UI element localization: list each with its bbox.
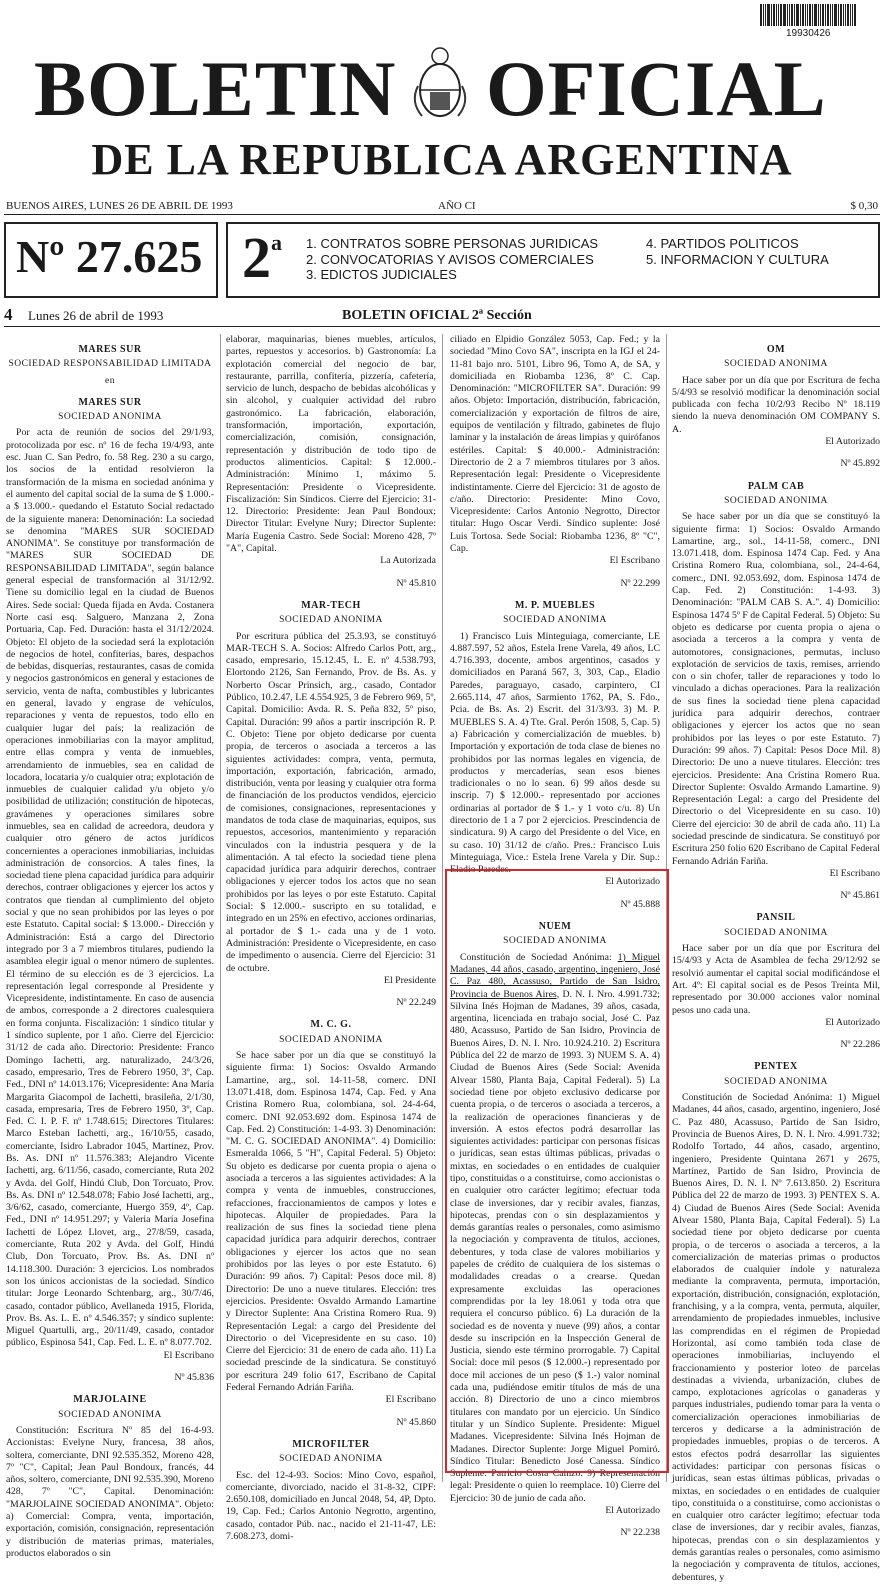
barcode — [760, 4, 872, 26]
notice-signature: El Autorizado — [605, 1505, 660, 1517]
notice-title: M. P. MUEBLES — [514, 599, 596, 611]
column-separator — [442, 334, 443, 1482]
issue-number: Nº 27.625 — [16, 231, 203, 282]
masthead-subtitle: DE LA REPUBLICA ARGENTINA — [91, 135, 793, 184]
notice-signature: Nº 45.888 — [620, 898, 660, 910]
dateline-date: BUENOS AIRES, LUNES 26 DE ABRIL DE 1993 — [6, 200, 233, 212]
masthead-right: OFICIAL — [486, 45, 827, 132]
section-number — [242, 224, 282, 291]
notice-subtitle: SOCIEDAD ANONIMA — [503, 936, 607, 947]
column-2 — [226, 334, 436, 1543]
masthead-left: BOLETIN — [34, 45, 397, 132]
section-item: 2. CONVOCATORIAS Y AVISOS COMERCIALES — [306, 251, 594, 267]
section-item: 5. INFORMACION Y CULTURA — [646, 251, 829, 267]
notice-subtitle: SOCIEDAD ANONIMA — [724, 927, 828, 938]
highlight-box — [445, 869, 669, 1473]
notice-title: MARES SUR — [78, 344, 142, 355]
notice-body: Por acta de reunión de socios del 29/1/93, protocolizada por esc. nº 16 de fecha 19/4/93, ante esc. Juan C. San Pedro, fo. 58 Reg. 230 a su cargo, los socios de la entidad resolvieron la transformación de la misma en sociedad anónima y el aumento del capital social de la suma de $ 1.000.- a $ 13.000.- quedando el Estatuto Social redactado de la siguiente manera: Denominación: La sociedad se denomina "MARES SUR SOCIEDAD ANONIMA". Se constituye por transformación de "MARES SUR SOCIEDAD DE RESPONSABILIDAD LIMITADA", según balance general especial de transformación al 31/12/92. Tiene su domicilio legal en la ciudad de Buenos Aires. Sede social: Queda fijada en Avda. Costanera Norte casi esq. Salguero, Manzana 2, Zona Portuaria, Cap. Fed. Duración: hasta el 31/12/2024. Objeto: El objeto de la sociedad será la explotación de negocios de hotel, confiterías, bares, despachos de bebidas, disquerías, restaurantes, casas de comida y negocios gastronómicos en general y estaciones de servicio, venta de nafta, combustibles y lubricantes en general, lavado y engrase de vehículos, reparaciones y venta de repuestos, todo ello en cualquier lugar del país; la realización de operaciones inmobiliarias con la mayor amplitud, entre ellas compra y venta de inmuebles, arrendamiento de inmuebles, sea en calidad de locadora, locataria y/o cualquier otra; explotación de inmuebles de cualquier calidad y/u objeto y/o posibilidad de utilización; constitución de hipotecas, gravámenes y operaciones similares sobre inmuebles, sea en calidad de acreedora, deudora y cualquier otro género de actos jurídicos concernientes a operaciones inmobiliarias, incluidas administración de consorcios. A tales fines, la sociedad tiene plena capacidad jurídica para adquirir derechos, contraer obligaciones y ejercer los actos y contratos que tiendan al cumplimiento del objeto social y que no sean prohibidos por las leyes o por este Estatuto. Capital social: $ 13.000.- Dirección y Administración: Está a cargo del Directorio integrado por 3 a 7 miembros titulares, pudiendo la asamblea elegir igual o menor número de suplentes. El término de su elección es de 3 ejercicios. La representación legal corresponde al Presidente y Vicepresidente, indistintamente. En caso de ausencia de ambos, corresponde a 2 directores cualesquiera en forma conjunta. Fiscalización: 1 síndico titular y 1 síndico suplente, por 1 año. Cierre del Ejercicio: 31/12 de cada año. Directorio: Presidente: Franco Domingo Iachetti, arg. naturalizado, 24/3/26, casado, empresario, Tres de Febrero 1950, 3º, Cap. Fed., DNI nº 14.013.176; Vicepresidente: Ana María Margarita Giacompol de Iachetti, brasileña, 2/1/30, casada, empresaria, Tres de Febrero 1950, 3º, Cap. Fed. C. I. P. F. nº 1.748.615; Directores Titulares: Marco Esteban Iachetti, arg., 16/10/55, casado, comerciante, Isidro Labrador 1045, Martínez, Prov. Bs. As. DNI nº 11.576.383; Alejandro Vicente Iachetti, arg. 6/11/56, casado, comerciante, Ruta 202 y Avda. del Golf, Hindú Club, Don Torcuato, Prov. Bs. As. DNI nº 12.548.078; Fabio José Iachetti, arg., 3/6/62, casado, comerciante, Huergo 359, 4º, Cap. Fed., DNI nº 14.951.297; y Valeria María Josefina Iachetti de López Llovet, arg., 27/8/59, casada, comerciante, Ruta 202 y Avda. del Golf, Hindú Club, Don Torcuato, Prov. Bs. As. DNI nº 14.118.300. Duración: 3 ejercicios. Los nombrados son los únicos accionistas de la sociedad. Síndico titular: Jorge Leonardo Schtenbarg, arg., 30/7/46, casado, contador público, Avellaneda 1915, Florida, Prov. Bs. As. L. E. nº 4.546.357; y síndico suplente: Miguel Quartulli, arg., 20/11/49, casado, contador público, Espinosa 541, Cap. Fed. L. E. nº 8.077.702. — [6, 427, 214, 1349]
notice-signature: Nº 45.861 — [840, 890, 880, 902]
dateline-year: AÑO CI — [438, 200, 476, 212]
section-item: 4. PARTIDOS POLITICOS — [646, 236, 799, 251]
notice-title: MARES SUR — [78, 396, 142, 408]
notice-subtitle: SOCIEDAD ANONIMA — [58, 412, 162, 423]
notice-body: ciliado en Elpidio González 5053, Cap. Fed.; y la sociedad "Mino Covo SA", inscripta en la IGJ el 24-11-81 bajo nro. 5101, Libro 96, Tomo A, de SA, y domiciliada en Riobamba 1236, 8º C. Cap. Denominación: "MICROFILTER SA". Duración: 99 años. Objeto: Importación, distribución, fabricación, comercialización y exportación de filtros de aire, equipos de ventilación y filtrado, gabinetes de flujo laminar y la instalación de áreas limpias y quirófanos estériles. Capital: $ 40.000.- Administración: Directorio de 2 a 7 miembros titulares por 3 años. Representación legal: Presidente o Vicepresidente indistintamente. Cierre del Ejercicio: 31 de agosto de c/año. Directorio: Presidente: Mino Covo, Vicepresidente: Carlos Antonio Negrotto, Director titular: Hugo Oscar Verdi. Síndico suplente: José Luis Tortosa. Sede Social: Riobamba 1236, 8º "C", Cap. — [450, 334, 660, 555]
notice-body-lead: Constitución de Sociedad Anónima: — [460, 951, 618, 963]
notice-subtitle: SOCIEDAD ANONIMA — [724, 1076, 828, 1087]
notice-subtitle: SOCIEDAD RESPONSABILIDAD LIMITADA — [8, 359, 212, 370]
notice-title: M. C. G. — [310, 1019, 352, 1031]
section-list-right — [646, 236, 829, 267]
barcode-number: 19930426 — [786, 28, 831, 39]
section-digit: 2 — [242, 225, 271, 290]
notice-title: PALM CAB — [747, 480, 805, 492]
section-box — [226, 222, 880, 298]
notice-body: elaborar, maquinarias, bienes muebles, artículos, partes, repuestos y accesorios. b) Gastronomía: La explotación comercial del negocio de bar, restaurante, parrilla, confitería, pizzería, cafetería, servicio de lunch, despacho de bebidas alcohólicas y sin alcohol, y cualquier actividad del rubro gastronómico. La fabricación, elaboración, transformación, importación, exportación, comercialización, comisión, consignación, representación y distribución de todo tipo de productos alimenticios. Capital: $ 12.000.- Administración: Mínimo 1, máximo 5. Representación: Presidente o Vicepresidente. Fiscalización: Sin Síndicos. Cierre del Ejercicio: 31-12. Directorio: Presidente: Jean Paul Bondoux; Director Titular: Evelyne Nury; Director Suplente: María Eugenia Castro. Sede Social: Moreno 428, 7º "A", Capital. — [226, 334, 436, 555]
notice-body: Se hace saber por un día que se constituyó la siguiente firma: 1) Socios: Osvaldo Armando Lamartine, arg., sol. 14-11-58, comerc. DNI 13.071.418, dom. Espinosa 1474, Cap. Fed. y Ana Cristina Romero Rua, colombiana, sol. 24-4-64, comerc. DNI 92.053.692 dom. Espinosa 1474 de Cap. Fed. 2) Constitución: 1-4-93. 3) Denominación: "M. C. G. SOCIEDAD ANONIMA". 4) Domicilio: Esmeralda 1066, 5 "H", Capital Federal. 5) Objeto: Su objeto es dedicarse por cuenta propia o ajena o asociada a terceros a las siguientes actividades: A la compra y venta de inmuebles, construcciones, refacciones, fraccionamientos de campos y lotes e hipotecas. Alquiler de propiedades. Para la realización de sus fines la sociedad tiene plena capacidad jurídica para adquirir derechos, contraer obligaciones y ejercer los actos que no sean prohibidos por las leyes o por este Estatuto. 6) Duración: 99 años. 7) Capital: Pesos doce mil. 8) Directorio: De uno a nueve titulares. Elección: tres ejercicios. Presidente: Osvaldo Armando Lamartine y Director Suplente: Ana Cristina Romero Rua. 9) Representación Legal: a cargo del Presidente del Directorio o del Vicepresidente en su caso. 10) Cierre del Ejercicio: 31 de enero de cada año. 11) La sociedad prescinde de la sindicatura. Se constituyó por escritura 249 folio 617, Escribano de Capital Federal Fernando Adrián Fariña. — [226, 1050, 436, 1394]
notice-title: MAR-TECH — [301, 599, 361, 611]
notice-signature: Nº 45.810 — [396, 577, 436, 589]
issue-number-box — [4, 222, 218, 298]
notice-body: 1) Francisco Luis Minteguiaga, comerciante, LE 4.887.597, 52 años, Estela Irene Varela, 49 años, LC 4.716.393, docente, ambos argentinos, casados y domiciliados en Paraná 567, 3, 303, Cap., Eladio Paredes, paraguayo, casado, carpintero, CI 2.665.114, 47 años, Sarmiento 1762, PA, S. Fdo., Pcia. de Bs. As. 2) Escrit. del 31/3/93. 3) M. P. MUEBLES S. A. 4) Tte. Gral. Perón 1508, 5, Cap. 5) a) Fabricación y comercialización de muebles. b) Importación y exportación de toda clase de bienes no prohibidos por las normas legales en vigencia, de productos y mercaderías, sean esos bienes tradicionales o no lo sean. 6) 99 años desde su inscrip. 7) $ 12.000.- representado por acciones ordinarias al portador de $ 1.- y 1 voto c/u. 8) Un directorio de 1 a 7 por 2 ejercicios. Prescindencia de sindicatura. 9) A cargo del Presidente o del Vice, en su caso. 10) 31/12 de c/año. Pres.: Francisco Luis Minteguiaga, Vice.: Estela Irene Varela y Dir. Sup.: Eladio Paredes. — [450, 630, 660, 876]
notice-title: MICROFILTER — [292, 1438, 370, 1450]
notice-subtitle: SOCIEDAD ANONIMA — [724, 495, 828, 506]
divider — [4, 326, 880, 327]
notice-body-rest: D. N. I. Nro. 4.991.732; Silvina Inés Hojman de Madanes, 39 años, casada, argentina, licenciada en trabajo social, José C. Paz 480, Acassuso, Partido de San Isidro, Provincia de Buenos Aires, D. N. I. Nro. 10.924.210. 2) Escritura Pública del 22 de marzo de 1993. 3) NUEM S. A. 4) Ciudad de Buenos Aires (Sede Social: Avenida Alvear 1580, Planta Baja, Capital Federal). 5) La sociedad tiene por objeto exclusivo dedicarse por cuenta propia, o de terceros o asociada a terceros, a la realización de operaciones financieras y de inversión. A estos efectos podrá desarrollar las siguientes actividades: participar con personas físicas o jurídicas, sean estas últimas públicas, privadas o mixtas, en sociedades o en entidades de cualquier tipo, constituidas o a constituirse, como accionistas o en cualquier otro carácter legítimo; efectuar toda clase de inversiones, dar y recibir avales, fianzas, hipotecas, prendas con o sin desplazamientos y demás garantías reales o personales, como asimismo la negociación y compraventa de títulos, acciones, debentures, y toda clase de valores mobiliarios y papeles de crédito de cualquiera de los sistemas o modalidades creadas o a crearse. Quedan expresamente excluidas las operaciones comprendidas por la ley 18.061 y toda otra que requiera el concurso público. 6) La duración de la sociedad es de noventa y nueve (99) años, a contar desde su inscripción en la Inspección General de Justicia, siendo este término prorrogable. 7) Capital Social: doce mil pesos ($ 12.000.-) representado por doce mil acciones de un peso ($ 1.-) valor nominal cada una, pudiéndose emitir títulos de más de una acción. 8) Directorio de uno a cinco miembros titulares con mandato por un ejercicio. Un Síndico titular y un Síndico Suplente. Presidente: Miguel Madanes. Vicepresidente: Silvina Inés Hojman de Madanes. Director Suplente: Jorge Miguel Pomiró. Síndico Titular: Benedicto José Canessa. Síndico Suplente: Patricio Costa Cainzo. 9) Representación legal: Presidente o quien lo reemplace. 10) Cierre del Ejercicio: 30 de junio de cada año. — [450, 988, 660, 1504]
section-item: 1. CONTRATOS SOBRE PERSONAS JURIDICAS — [306, 236, 599, 251]
section-list-left — [306, 236, 598, 283]
notice-signature: Nº 22.238 — [620, 1527, 660, 1539]
notice-body: Esc. del 12-4-93. Socios: Mino Covo, español, comerciante, divorciado, nacido el 31-8-32, CIPF: 2.650.108, domiciliado en Juncal 2048, 54, 4P, Dpto. 19, Cap. Fed.; Carlos Antonio Negrotto, argentino, casado, contador Púb. nac., nacido el 21-11-47, LE: 7.608.273, domi- — [226, 1469, 436, 1543]
notice-signature: Nº 45.860 — [396, 1416, 436, 1428]
notice-subtitle: SOCIEDAD ANONIMA — [279, 615, 383, 626]
page-date: Lunes 26 de abril de 1993 — [28, 308, 164, 323]
notice-subtitle: SOCIEDAD ANONIMA — [724, 359, 828, 370]
notice-signature: Nº 22.299 — [620, 577, 660, 589]
column-separator — [220, 334, 221, 1482]
column-4 — [672, 334, 880, 1583]
notice-signature: Nº 22.286 — [840, 1039, 880, 1051]
notice-signature: El Escribano — [609, 555, 660, 567]
notice-title: OM — [766, 344, 786, 355]
notice-signature: El Autorizado — [605, 876, 660, 888]
notice-signature: El Escribano — [385, 1394, 436, 1406]
notice-signature: La Autorizada — [380, 555, 436, 567]
notice-signature: El Autorizado — [825, 1016, 880, 1028]
notice-body: Constitución de Sociedad Anónima: 1) Miguel Madanes, 44 años, casado, argentino, ingeniero, José C. Paz 480, Acassuso, Partido de San Isidro, Provincia de Buenos Aires, D. N. I. Nro. 4.991.732; Rodolfo Tortado, 44 años, casado, argentino, ingeniero, Presidente Quintana 2671 y 2675, Martínez, Partido de San Isidro, Provincia de Buenos Aires, D. N. I. Nº 7.613.850. 2) Escritura Pública del 22 de marzo de 1993. 3) PENTEX S. A. 4) Ciudad de Buenos Aires (Sede Social: Avenida Alvear 1580, Planta Baja, Capital Federal). 5) La sociedad tiene por objeto dedicarse por cuenta propia, o de terceros o asociada a terceros, a la comercialización de materias primas o productos elaborados de cualquier índole y naturaleza mediante la compraventa, permuta, importación, exportación, distribución, consignación, explotación, franchising, y a la compra, venta, permuta, alquiler, arrendamiento de propiedades inmuebles, inclusive las comprendidas en el régimen de Propiedad Horizontal, así como también toda clase de operaciones inmobiliarias, incluyendo el fraccionamiento y posterior loteo de parcelas destinadas a vivienda, urbanización, clubes de campo, explotaciones agrícolas o ganaderas y parques industriales, pudiendo tomar para la venta o comercialización operaciones inmobiliarias de terceros y dedicarse a la administración de propiedades inmuebles, propias o de terceros. A estos efectos podrá desarrollar las siguientes actividades: participar con personas físicas o jurídicas, sean estas últimas públicas, privadas o mixtas, en sociedades o en entidades de cualquier tipo, constituida o a constituirse, como accionistas o en cualquier otro carácter legítimo; efectuar toda clase de inversiones, dar y recibir avales, fianzas, hipotecas, prendas con o sin desplazamientos y demás garantías reales o personales, como asimismo la negociación y compraventa de títulos, acciones, debentures, y — [672, 1092, 880, 1583]
page-number: 4 — [4, 305, 13, 324]
notice-body: Constitución: Escritura Nº 85 del 16-4-93. Accionistas: Evelyne Nury, francesa, 38 años, soltera, comerciante, DNI 92.535.352, Moreno 428, 7º "C", Capital; Jean Paul Bondoux, francés, 44 años, soltero, comerciante, DNI 92.535.390, Moreno 428, 7º "C", Capital. Denominación: "MARJOLAINE SOCIEDAD ANONIMA". Objeto: a) Comercial: Compra, venta, importación, exportación, comisión, consignación, representación y distribución de materias primas, materiales, productos elaborados o sin — [6, 1424, 214, 1559]
notice-body: Hace saber por un día que por Escritura de fecha 5/4/93 se resolvió modificar la denominación social publicada con fecha 10/2/93 Recibo Nº 18.119 siendo la nueva denominación OM COMPANY S. A. — [672, 374, 880, 435]
notice-title: PANSIL — [756, 912, 796, 924]
notice-body: Hace saber por un día que por Escritura del 15/4/93 y Acta de Asamblea de fecha 29/12/92 se resolvió aumentar el capital social modificándose el Art. 4º: El capital social es de Pesos Treinta Mil, representado por 30.000 acciones valor nominal pesos uno cada una. — [672, 943, 880, 1016]
notice-signature: Nº 45.836 — [174, 1372, 214, 1384]
column-1 — [6, 334, 214, 1559]
notice-signature: El Presidente — [384, 974, 436, 986]
national-coat-of-arms-icon — [408, 46, 472, 122]
notice-signature: Nº 45.892 — [840, 458, 880, 470]
notice-body: Se hace saber por un día que se constituyó la siguiente firma: 1) Socios: Osvaldo Armando Lamartine, arg., sol., 14-11-58, comerc., DNI 13.071.418, dom. Espinosa 1474 Cap. Fed. y Ana Cristina Romero Rua, colombiana, sol., 24-4-64, comerc., DNI. 92.053.692, dom. Espinosa 1474 de Cap. Fed. 2) Constitución: 1-4-93. 3) Denominación: "PALM CAB S. A.". 4) Domicilio: Espinosa 1474 5º F de Capital Federal. 5) Objeto: Su objeto es dedicarse por cuenta propia o ajena o asociada a terceros a la compra y venta de automotores, consignaciones, permutas, incluso explotación de servicios de taxis, remises, arriendo con o sin chofer, taller de reparaciones y todo lo vinculado a dichas operaciones. Para la realización de sus fines la sociedad tiene plena capacidad jurídica para adquirir derechos, contraer obligaciones y ejercer los actos que no sean prohibidos por las leyes o por este Estatuto. 7) Duración: 99 años. 7) Capital: Pesos Doce Mil. 8) Directorio: De uno a nueve titulares. Elección: tres ejercicios. Presidente: Ana Cristina Romero Rua. Director Suplente: Osvaldo Armando Lamartine. 9) Representación Legal: a cargo del Presidente del Directorio o del Vicepresidente en su caso. 10) Cierre del ejercicio: 30 de abril de cada año. 11) La sociedad prescinde de sindicatura. Se constituyó por Escritura 250 folio 620 Escribano de Capital Federal Fernando Adrián Fariña. — [672, 511, 880, 867]
divider — [4, 214, 880, 215]
notice-signature: El Escribano — [829, 867, 880, 879]
notice-subtitle: SOCIEDAD ANONIMA — [279, 1454, 383, 1465]
notice-subtitle: SOCIEDAD ANONIMA — [279, 1034, 383, 1045]
section-sup: a — [271, 230, 282, 255]
page-title: BOLETIN OFICIAL 2ª Sección — [342, 308, 532, 323]
notice-signature: El Escribano — [163, 1349, 214, 1361]
notice-underlined: 1) Miguel Madanes, 44 años, casado, argentino, ingeniero, José C. Paz 480, Acassuso, Partido de San Isidro, Provincia de Buenos Aires, — [450, 951, 661, 1000]
notice-subtitle: en — [105, 375, 115, 386]
section-item: 3. EDICTOS JUDICIALES — [306, 267, 457, 282]
notice-body: Por escritura pública del 25.3.93, se constituyó MAR-TECH S. A. Socios: Alfredo Carlos Pott, arg., casado, empresario, 15.12.45, L. E. nº 4.538.793, Elortondo 2126, San Fernando, Prov. de Bs. As. y Norberto Oscar Prinsich, arg., casado, Contador Público, 10.2.47, LE 4.554.925, 3 de Febrero 969, 5º, Capital. Domicilio: Avda. R. S. Peña 832, 5º piso, Capital. Duración: 99 años a partir inscripción R. P. C. Objeto: Tiene por objeto dedicarse por cuenta propia, de terceros o asociada a terceros a las siguientes actividades: compra, venta, permuta, importación, exportación, fabricación, armado, distribución, venta por leasing y cualquier otra forma de financiación de los productos vendidos, ejercicio de comisiones, consignaciones, representaciones y mandatos de toda clase de maquinarias, equipos, sus repuestos, accesorios, mantenimiento y reparación vinculados con la industria pesquera y de la alimentación. A tal efecto la sociedad tiene plena capacidad jurídica para adquirir derechos, contraer obligaciones y ejercer todos los actos que no sean prohibidos por las leyes o por este Estatuto. Capital Social: $ 12.000.- suscripto en su totalidad, e integrado en un 25% en efectivo, acciones ordinarias, al portador de $ 1.- cada una y de 1 voto. Administración: Presidente o Vicepresidente, en caso de impedimento o ausencia. Cierre del Ejercicio: 31 de octubre. — [226, 630, 436, 974]
notice-title: MARJOLAINE — [73, 1394, 147, 1406]
dateline-price: $ 0,30 — [850, 200, 878, 212]
notice-subtitle: SOCIEDAD ANONIMA — [503, 615, 607, 626]
notice-title: NUEM — [538, 921, 572, 933]
notice-subtitle: SOCIEDAD ANONIMA — [58, 1409, 162, 1420]
notice-signature: Nº 22.249 — [396, 997, 436, 1009]
notice-title: PENTEX — [754, 1061, 798, 1073]
notice-signature: El Autorizado — [825, 436, 880, 448]
